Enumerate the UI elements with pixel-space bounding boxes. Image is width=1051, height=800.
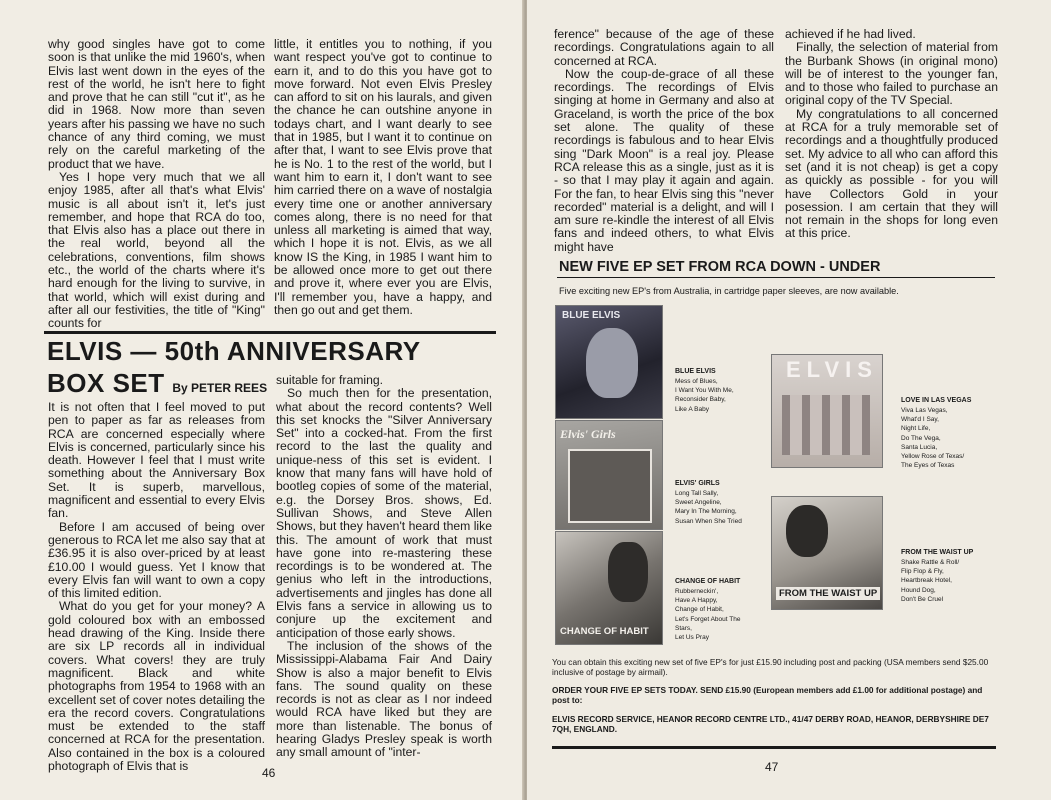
cover-text: BLUE ELVIS [562, 310, 621, 321]
ep-title: FROM THE WAIST UP [901, 549, 974, 556]
cover-text: ELVIS [786, 357, 878, 382]
track: Let's Forget About The [675, 615, 741, 623]
track: Reconsider Baby, [675, 396, 726, 404]
ep-cover-blue-elvis [555, 305, 663, 419]
left-col1-bottom [48, 401, 265, 773]
ep-tracklist [675, 377, 734, 414]
page-number: 46 [262, 766, 276, 780]
track: Heartbreak Hotel, [901, 577, 952, 585]
headline-box-set: BOX SET [47, 368, 165, 398]
price-info: You can obtain this exciting new set of five EP's for just £15.90 including post and packing (USA members send $25.00 inclusive of postage by airmail). [552, 657, 989, 677]
track: Do The Vega, [901, 434, 941, 442]
performer-photos [782, 395, 870, 455]
paragraph: It is not often that I feel moved to put pen to paper as far as releases from RCA are concerned especially where Elvis is concerned, particularly since his death. However I feel that I must write something about the Anniversary Box Set. It is superb, marvellous, magnificent and essential to every Elvis fan. [48, 400, 265, 521]
section-title: NEW FIVE EP SET FROM RCA DOWN - UNDER [559, 259, 881, 275]
track: Santa Lucia, [901, 443, 938, 451]
portrait-shape [586, 328, 638, 398]
ep-cover-from-the-waist-up [771, 496, 883, 610]
paragraph: suitable for framing. [276, 373, 384, 387]
left-col1-top [48, 38, 265, 331]
paragraph: My congratulations to all concerned at RCA for a truly memorable set of recordings and a thoughtfully produced set. My advice to all who can afford this set (and it is not cheap) is get a copy as quickly as possible - for you will have Collectors Gold in your posession. I am certain that they will not remain in the shops for long even at this price. [785, 106, 998, 241]
paragraph: little, it entitles you to nothing, if you want respect you've got to continue to earn it, and to do this you have got to move forward. Not even Elvis Presley can afford to sit on his laurals, and given the chance he can outshine anyone in todays chart, and I want dearly to see that in 1985, but I want it to continue on after that, I want to see Elvis prove that he is No. 1 to the rest of the world, but I want him to earn it, I don't want to see him carried there on a wave of nostalgia every time one or another anniversary comes along, there is no need for that unless all marketing is aimed that way, which I hope it is not. Elvis, as we all know IS the King, in 1985 I want him to be allowed once more to get out there and prove it, where ever you are Elvis, I'll remember you, have a happy, and then go out and get them. [274, 37, 492, 317]
page-number: 47 [765, 760, 779, 774]
track: Change of Habit, [675, 606, 724, 614]
track: Have A Happy, [675, 597, 718, 605]
paragraph: The inclusion of the shows of the Mississippi-Alabama Fair And Dairy Show is also a major benefit to Elvis fans. The sound quality on these records is not as clear as I nor indeed would RCA have liked but they are more than listenable. The bonus of hearing Gladys Presley speak is worth any small amount of "inter- [276, 638, 492, 760]
photo-frame [568, 449, 652, 523]
track: Long Tall Sally, [675, 490, 719, 497]
portrait-shape [608, 542, 648, 602]
ep-title: LOVE IN LAS VEGAS [901, 397, 972, 404]
track: Rubberneckin', [675, 588, 719, 595]
ep-cover-love-in-las-vegas [771, 354, 883, 468]
track: Hound Dog, [901, 586, 936, 594]
cover-text: Elvis' Girls [560, 427, 616, 441]
right-page [527, 0, 1051, 800]
ep-tracklist [901, 406, 964, 470]
track: Night Life, [901, 425, 931, 433]
order-instructions: ORDER YOUR FIVE EP SETS TODAY. SEND £15.90 (European members add £1.00 for additional postage) and post to: [552, 685, 983, 705]
track: Susan When She Tried [675, 517, 742, 525]
ep-tracklist [901, 558, 959, 604]
paragraph: Before I am accused of being over generous to RCA let me also say that at £36.95 it is also over-priced by at least £10.00 I would guess. Yet I know that every Elvis fan will want to own a copy of this limited edition. [48, 519, 265, 601]
track: Let Us Pray [675, 634, 709, 642]
bottom-rule [552, 746, 996, 749]
track: Like A Baby [675, 405, 709, 413]
paragraph: Yes I hope very much that we all enjoy 1985, after all that's what Elvis' music is all about isn't it, let's just remember, and hope that RCA do too, that Elvis also has a place out there in the real world, beyond all the celebrations, conventions, film shows etc., the world of the charts where it's hard enough for the living to survive, in that world, which will exist during and after all our festivities, the title of "King" counts for [48, 169, 265, 331]
ep-tracklist [675, 489, 742, 526]
paragraph: Finally, the selection of material from the Burbank Shows (in original mono) will be of interest to the younger fan, and to those who failed to purchase an original copy of the TV Special. [785, 40, 998, 108]
article-headline: ELVIS — 50th ANNIVERSARY [47, 336, 421, 366]
track: Shake Rattle & Roll/ [901, 559, 960, 566]
ep-title: ELVIS' GIRLS [675, 480, 720, 487]
title-underline [557, 277, 995, 278]
paragraph: achieved if he had lived. [785, 27, 916, 41]
track: The Eyes of Texas [901, 462, 955, 470]
left-col2-top [274, 38, 492, 317]
track: Mess of Blues, [675, 378, 718, 385]
ep-title: BLUE ELVIS [675, 368, 716, 375]
track: Flip Flop & Fly, [901, 568, 944, 576]
paragraph: So much then for the presentation, what about the record contents? Well this set knocks the "Silver Anniversary Set" into a cocked-hat. From the first record to the last the quality and unique-ness of this set is evident. I know that many fans will have hold of bootleg copies of some of the material, e.g. the Dorsey Bros. shows, Ed. Sullivan Shows, and Steve Allen Shows, but they haven't heard them like this. The amount of work that must have gone into re-mastering these recordings is to be wondered at. The genius who left in the introductions, advertisements and jingles has done all Elvis fans a service in allowing us to conjure up the excitement and anticipation of those early shows. [276, 386, 492, 640]
postal-address: ELVIS RECORD SERVICE, HEANOR RECORD CENTRE LTD., 41/47 DERBY ROAD, HEANOR, DERBYSHIRE DE7 7QH, ENGLAND. [552, 714, 989, 734]
ep-cover-change-of-habit [555, 531, 663, 645]
track: What'd I Say, [901, 416, 939, 424]
track: Viva Las Vegas, [901, 407, 948, 414]
left-page [0, 0, 524, 800]
intro-text: Five exciting new EP's from Australia, in cartridge paper sleeves, are now available. [559, 286, 899, 296]
cover-text: CHANGE OF HABIT [560, 626, 649, 637]
paragraph: Now the coup-de-grace of all these recordings. The recordings of Elvis singing at home in Germany and also at Graceland, is worth the price of the box set alone. The quality of these recordings is fabulous and to hear Elvis sing "Dark Moon" is a real joy. Please RCA release this as a single, just as it is - so that I may play it again and again. For the fan, to hear Elvis sing this "never recorded" material is a delight, and will I am sure re-kindle the interest of all Elvis fans and indeed others, to what Elvis might have [554, 66, 774, 254]
track: Mary In The Morning, [675, 508, 737, 516]
left-col2-bottom [276, 374, 492, 760]
ep-tracklist [675, 587, 740, 642]
paragraph: ference" because of the age of these recordings. Congratulations again to all concerned at RCA. [554, 27, 774, 68]
track: Yellow Rose of Texas/ [901, 453, 965, 461]
track: Don't Be Cruel [901, 595, 944, 603]
paragraph: What do you get for your money? A gold coloured box with an embossed head drawing of the King. Inside there are six LP records all in individual covers. What covers! they are truly magnificent. Black and white photographs from 1954 to 1968 with an excellent set of cover notes detailing the era the record covers. Congratulations must be extended to the staff concerned at RCA for the presentation. Also contained in the box is a coloured photograph of Elvis that is [48, 599, 265, 774]
track: I Want You With Me, [675, 387, 734, 395]
portrait-shape [786, 505, 828, 557]
cover-text: FROM THE WAIST UP [776, 587, 880, 600]
byline: By PETER REES [172, 381, 268, 395]
divider-rule [44, 331, 496, 334]
right-col1 [554, 28, 774, 254]
right-col2 [785, 28, 998, 241]
track: Stars, [675, 624, 692, 632]
paragraph: why good singles have got to come soon is that unlike the mid 1960's, when Elvis last went down in the eyes of the rest of the world, he isn't here to fight and prove that he can still "cut it", as he did in 1968. Now more than seven years after his passing we have no such chance of any third coming, we must rely on the careful marketing of the product that we have. [48, 37, 265, 171]
ep-title: CHANGE OF HABIT [675, 578, 741, 585]
article-headline-line2 [47, 368, 267, 399]
ep-cover-elvis-girls [555, 420, 663, 530]
track: Sweet Angeline, [675, 499, 722, 507]
